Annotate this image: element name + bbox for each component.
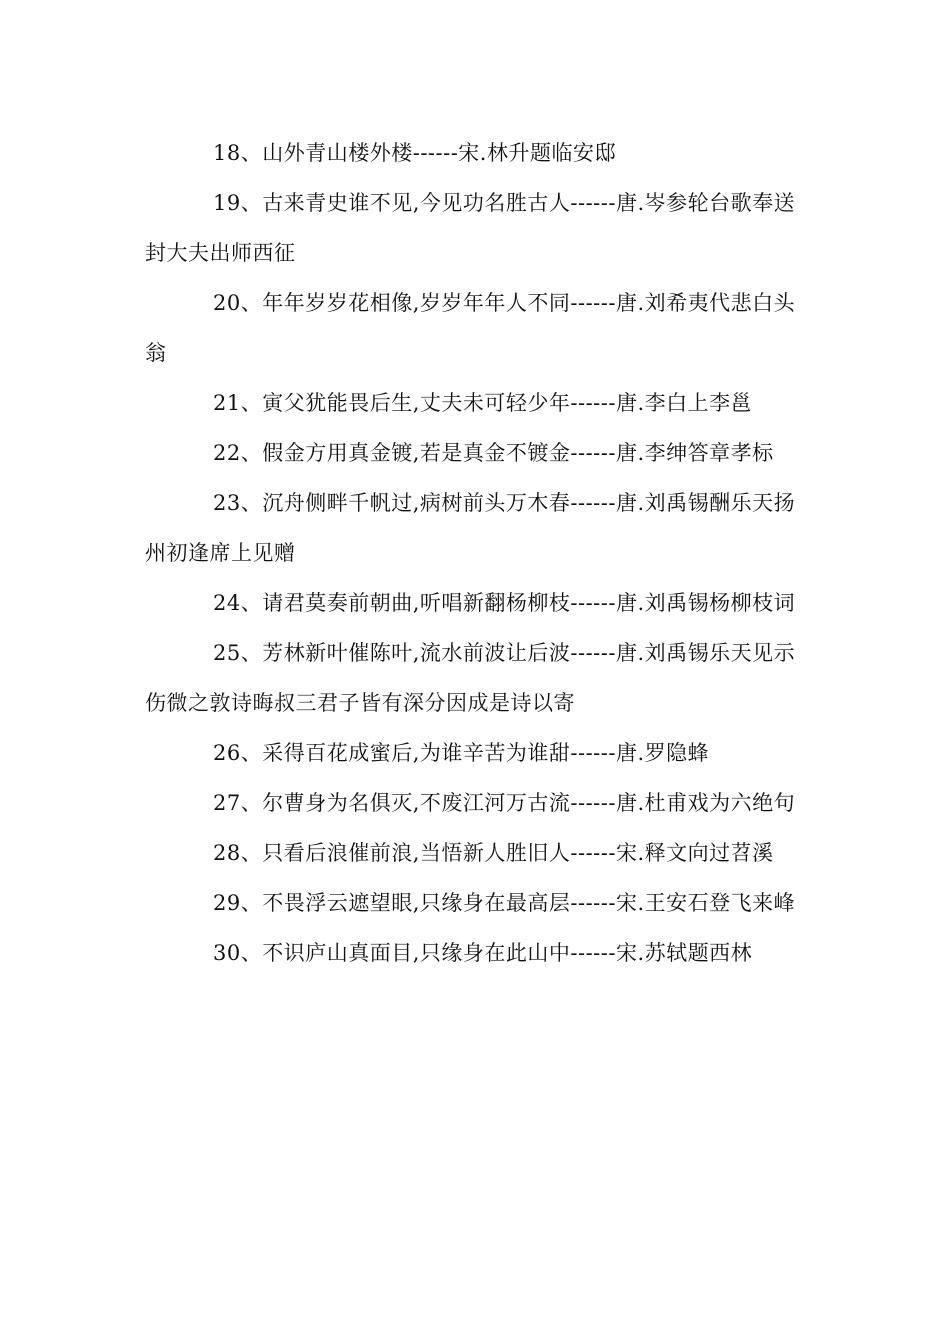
- document-page: [145, 128, 810, 978]
- poem-entry-18: 18、山外青山楼外楼------宋.林升题临安邸: [213, 141, 616, 165]
- poem-entry-28: 28、只看后浪催前浪,当悟新人胜旧人------宋.释文向过苕溪: [213, 841, 774, 865]
- poem-entry-25: 25、芳林新叶催陈叶,流水前波让后波------唐.刘禹锡乐天见示伤微之敦诗晦叔三君子皆有深分因成是诗以寄: [145, 641, 796, 715]
- poem-entry-20: 20、年年岁岁花相像,岁岁年年人不同------唐.刘希夷代悲白头翁: [145, 291, 796, 365]
- poem-entry-29: 29、不畏浮云遮望眼,只缘身在最高层------宋.王安石登飞来峰: [213, 891, 796, 915]
- poem-entry-23: 23、沉舟侧畔千帆过,病树前头万木春------唐.刘禹锡酬乐天扬州初逢席上见赠: [145, 491, 796, 565]
- poem-entry-30: 30、不识庐山真面目,只缘身在此山中------宋.苏轼题西林: [213, 941, 753, 965]
- poem-entry-26: 26、采得百花成蜜后,为谁辛苦为谁甜------唐.罗隐蜂: [213, 741, 710, 765]
- poem-entry-24: 24、请君莫奏前朝曲,听唱新翻杨柳枝------唐.刘禹锡杨柳枝词: [213, 591, 796, 615]
- poem-entry-19: 19、古来青史谁不见,今见功名胜古人------唐.岑参轮台歌奉送封大夫出师西征: [145, 191, 796, 265]
- poem-entry-21: 21、寅父犹能畏后生,丈夫未可轻少年------唐.李白上李邕: [213, 391, 753, 415]
- poem-entry-22: 22、假金方用真金镀,若是真金不镀金------唐.李绅答章孝标: [213, 441, 774, 465]
- poem-entry-27: 27、尔曹身为名俱灭,不废江河万古流------唐.杜甫戏为六绝句: [213, 791, 796, 815]
